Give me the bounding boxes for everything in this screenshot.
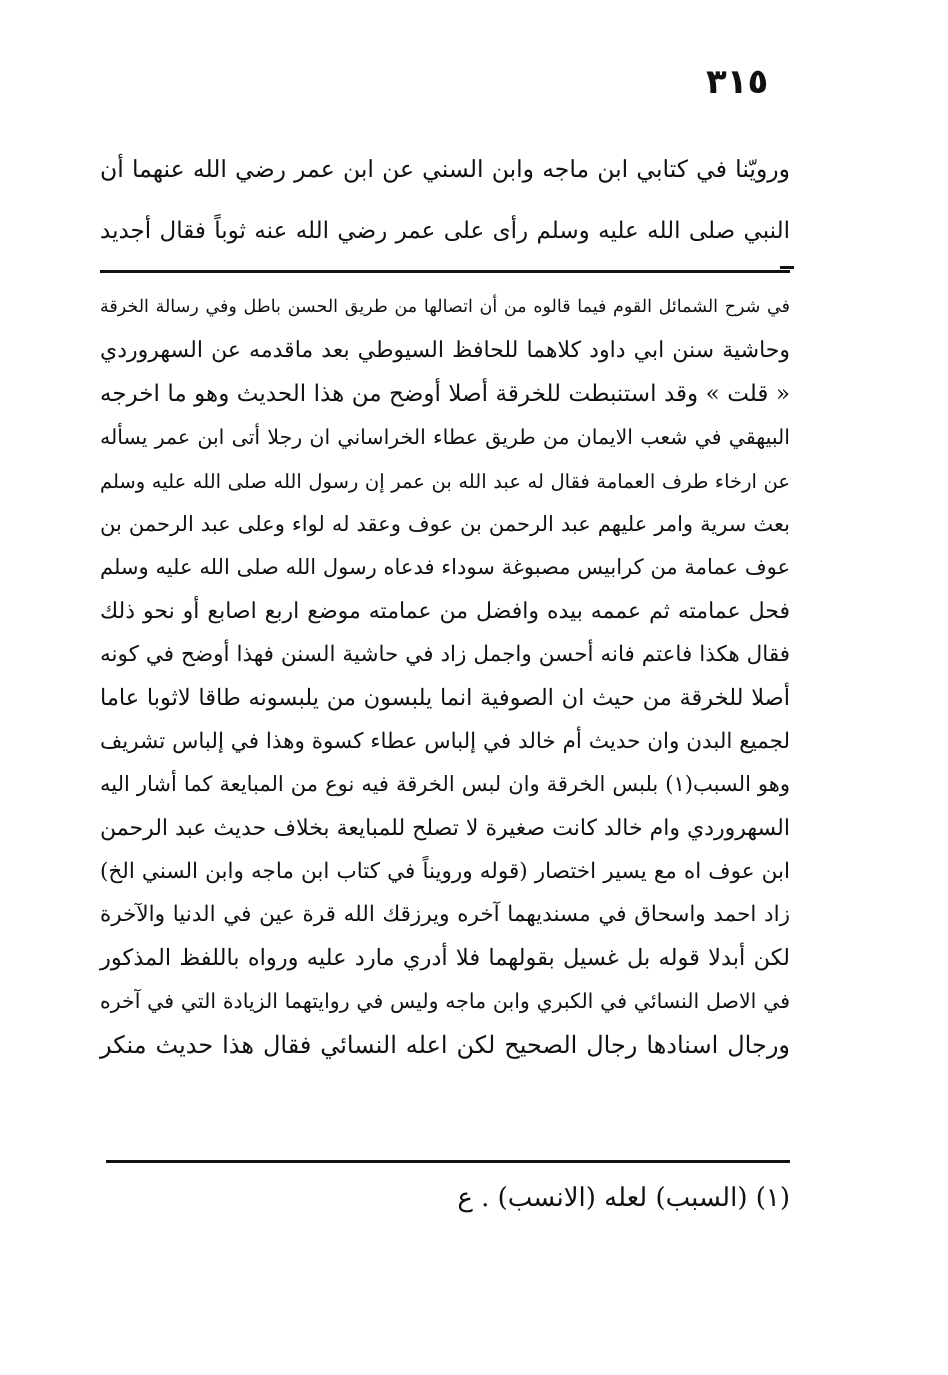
commentary-line: فحل عمامته ثم عممه بيده وافضل من عمامته موضع اربع اصابع أو نحو ذلك [100, 598, 790, 624]
divider-tick [780, 266, 794, 269]
commentary-line: أصلا للخرقة من حيث ان الصوفية انما يلبسون من يلبسونه طاقا لاثوبا عاما [100, 684, 790, 711]
commentary-line: زاد احمد واسحاق في مسنديهما آخره ويرزقك الله قرة عين في الدنيا والآخرة [100, 902, 790, 928]
footnote-divider [106, 1160, 790, 1163]
commentary-line: في شرح الشمائل القوم فيما قالوه من أن اتصالها من طريق الحسن باطل وفي رسالة الخرقة [100, 297, 790, 317]
main-text-line: ورويّنا في كتابي ابن ماجه وابن السني عن ابن عمر رضي الله عنهما أن [100, 155, 790, 183]
main-text [100, 138, 790, 262]
commentary-line: « قلت » وقد استنبطت للخرقة أصلا أوضح من هذا الحديث وهو ما اخرجه [100, 380, 790, 407]
commentary-line: عن ارخاء طرف العمامة فقال له عبد الله بن عمر إن رسول الله صلى الله عليه وسلم [100, 469, 790, 493]
commentary-line: وحاشية سنن ابي داود كلاهما للحافظ السيوطي بعد ماقدمه عن السهروردي [100, 338, 790, 364]
commentary-line: السهروردي وام خالد كانت صغيرة لا تصلح للمبايعة بخلاف حديث عبد الرحمن [100, 815, 790, 841]
main-text-line: النبي صلى الله عليه وسلم رأى على عمر رضي الله عنه ثوباً فقال أجديد [100, 218, 790, 244]
commentary-block [100, 286, 790, 1067]
top-divider [100, 270, 790, 273]
commentary-line: ورجال اسنادها رجال الصحيح لكن اعله النسائي فقال هذا حديث منكر [100, 1030, 791, 1059]
commentary-line: ابن عوف اه مع يسير اختصار (قوله ورويناً في كتاب ابن ماجه وابن السني الخ) [100, 859, 790, 885]
commentary-line: لجميع البدن وان حديث أم خالد في إلباس عطاء كسوة وهذا في إلباس تشريف [100, 728, 790, 754]
commentary-line: فقال هكذا فاعتم فانه أحسن واجمل زاد في حاشية السنن فهذا أوضح في كونه [100, 642, 790, 668]
commentary-line: البيهقي في شعب الايمان من طريق عطاء الخراساني ان رجلا أتى ابن عمر يسأله [100, 425, 790, 450]
footnote: (١) (السبب) لعله (الانسب) . ع [457, 1183, 790, 1213]
commentary-line: عوف عمامة من كرابيس مصبوغة سوداء فدعاه رسول الله صلى الله عليه وسلم [100, 555, 790, 580]
page-number: ٣١٥ [706, 62, 769, 102]
commentary-line: لكن أبدلا قوله بل غسيل بقولهما فلا أدري مارد عليه ورواه باللفظ المذكور [100, 944, 790, 971]
commentary-line: بعث سرية وامر عليهم عبد الرحمن بن عوف وعقد له لواء وعلى عبد الرحمن بن [100, 511, 790, 536]
commentary-line: في الاصل النسائي في الكبري وابن ماجه وليس في روايتهما الزيادة التي في آخره [100, 989, 790, 1014]
commentary-line: وهو السبب(١) بلبس الخرقة وان لبس الخرقة فيه نوع من المبايعة كما أشار اليه [100, 772, 790, 797]
